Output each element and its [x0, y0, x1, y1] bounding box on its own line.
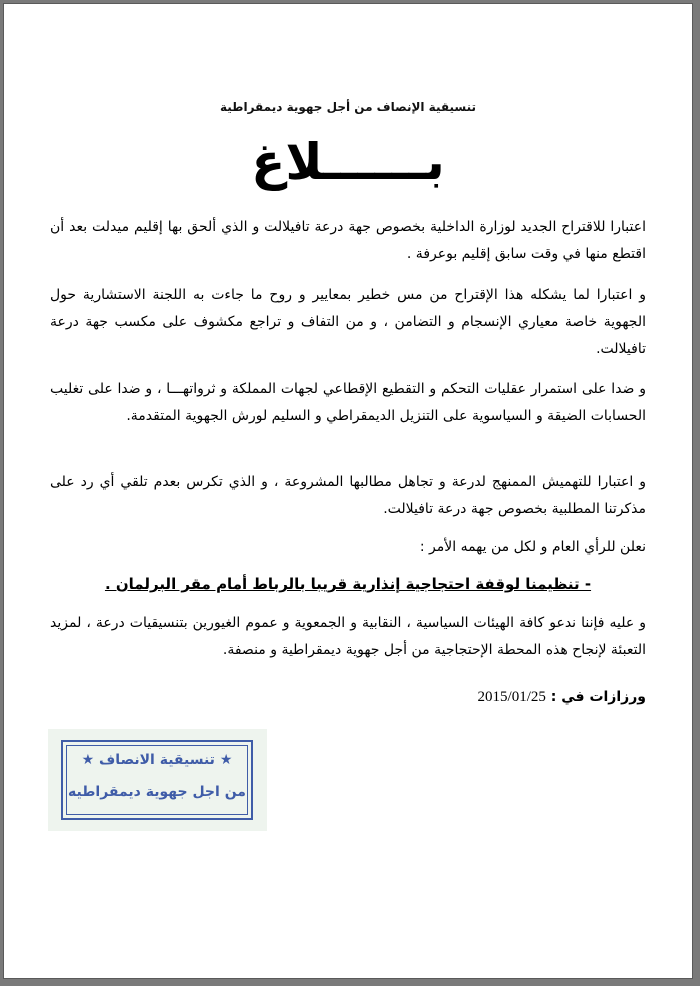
signoff-date: 2015/01/25: [477, 689, 546, 705]
paragraph-1: اعتبارا للاقتراح الجديد لوزارة الداخلية بخصوص جهة درعة تافيلالت و الذي ألحق بها إقليم ميدلت بعد أن اقتطع منها في وقت سابق إقليم بوعرفة .: [50, 219, 646, 262]
organization-stamp: [61, 740, 253, 820]
stamp-line-1: [63, 752, 251, 768]
signoff-line: [50, 684, 646, 711]
closing-paragraph: و عليه فإننا ندعو كافة الهيئات السياسية ، النقابية و الجمعوية و عموم الغيورين بتنسيقيات درعة ، لمزيد التعبئة لإنجاح هذه المحطة الإحتجاجية من أجل جهوية ديمقراطية و منصفة.: [50, 615, 646, 658]
stamp-line-2: من اجل جهوية ديمقراطيه: [68, 784, 246, 800]
paragraph-4: و اعتبارا للتهميش الممنهج لدرعة و تجاهل مطالبها المشروعة ، و الذي تكرس بعدم تلقي أي رد على مذكرتنا المطلبية بخصوص جهة درعة تافيلالت.: [50, 474, 646, 517]
star-icon: ★: [219, 752, 233, 768]
paragraph-2: و اعتبارا لما يشكله هذا الإقتراح من مس خطير بمعايير و روح ما جاءت به اللجنة الاستشارية حول الجهوية خاصة معياري الإنسجام و التضامن ، و من التفاف و تراجع مكشوف على مكسب جهة درعة تافيلالت.: [50, 287, 646, 357]
paragraph-3: و ضدا على استمرار عقليات التحكم و التقطيع الإقطاعي لجهات المملكة و ثرواتهـــا ، و ضدا على تغليب الحسابات الضيقة و السياسوية على التنزيل الديمقراطي و السليم لورش الجهوية المتقدمة.: [50, 381, 646, 424]
signoff-label: ورزازات في :: [550, 689, 646, 705]
announcement-highlight: [50, 570, 646, 598]
stamp-area: [48, 729, 267, 831]
document-page: [3, 3, 693, 979]
highlight-text: - تنظيمنا لوقفة احتجاجية إنذارية قريبا بالرباط أمام مقر البرلمان .: [104, 575, 592, 593]
star-icon: ★: [81, 752, 95, 768]
header-organization: تنسيقية الإنصاف من أجل جهوية ديمقراطية: [219, 100, 477, 114]
stamp-text-1: تنسيقية الانصاف: [99, 752, 215, 768]
document-title: بــــــلاغ: [251, 133, 445, 191]
announcement-intro: نعلن للرأي العام و لكل من يهمه الأمر :: [419, 539, 646, 555]
